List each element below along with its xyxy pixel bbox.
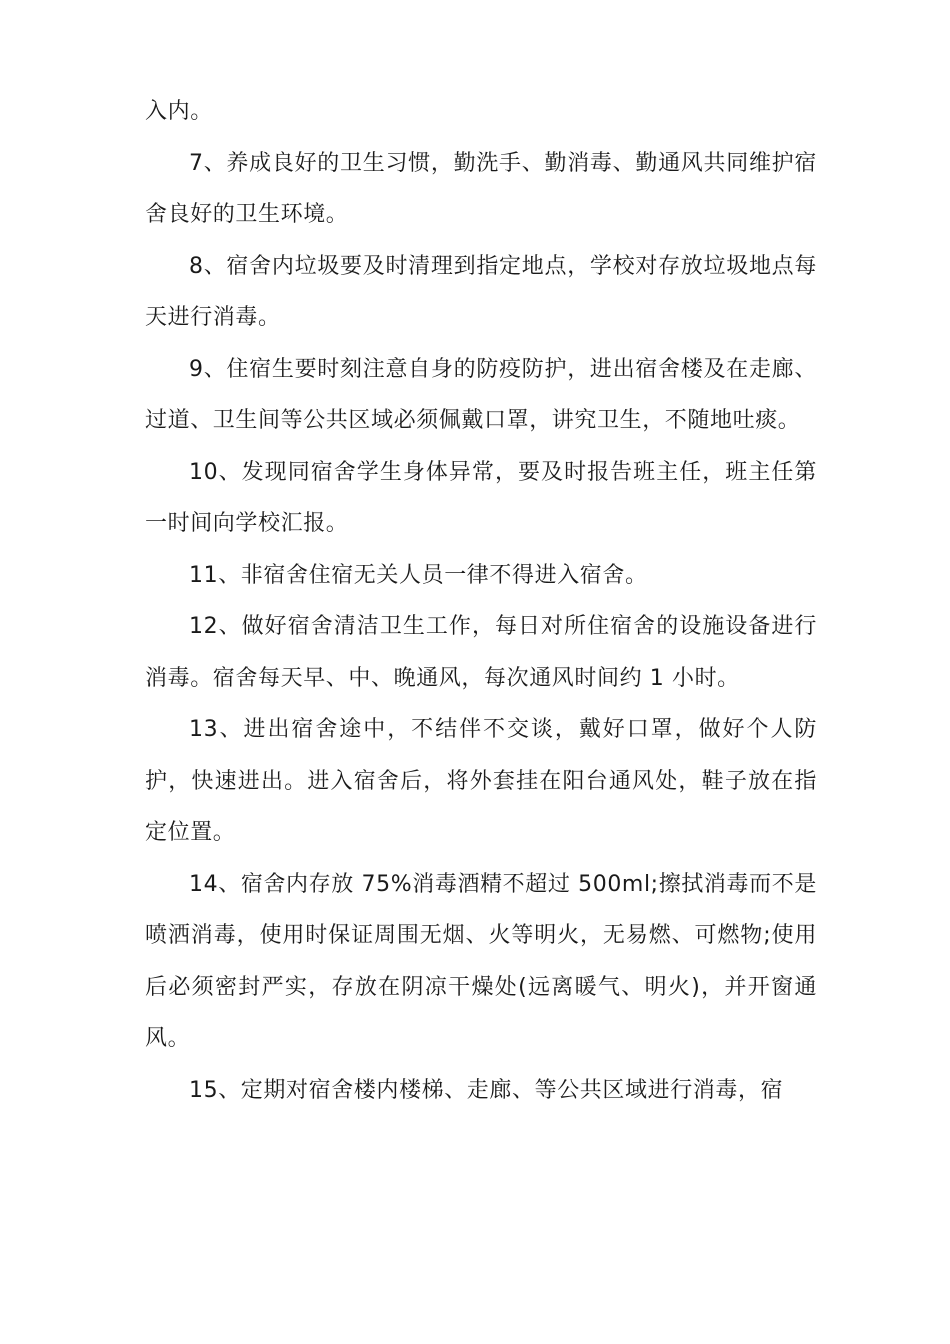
paragraph-item-11: 11、非宿舍住宿无关人员一律不得进入宿舍。 — [189, 562, 648, 588]
paragraph-continuation: 入内。 — [145, 99, 213, 124]
paragraph-item-7: 7、养成良好的卫生习惯，勤洗手、勤消毒、勤通风共同维护宿舍良好的卫生环境。 — [145, 150, 817, 227]
document-page — [145, 86, 817, 1116]
paragraph-item-14: 14、宿舍内存放 75%消毒酒精不超过 500ml;擦拭消毒而不是喷洒消毒，使用时保证周围无烟、火等明火，无易燃、可燃物;使用后必须密封严实，存放在阴凉干燥处(远离暖气、明火)，并开窗通风。 — [145, 871, 817, 1051]
paragraph-item-12: 12、做好宿舍清洁卫生工作，每日对所住宿舍的设施设备进行消毒。宿舍每天早、中、晚通风，每次通风时间约 1 小时。 — [145, 614, 817, 691]
paragraph-item-15: 15、定期对宿舍楼内楼梯、走廊、等公共区域进行消毒，宿 — [189, 1077, 784, 1103]
paragraph-item-9: 9、住宿生要时刻注意自身的防疫防护，进出宿舍楼及在走廊、过道、卫生间等公共区域必须佩戴口罩，讲究卫生，不随地吐痰。 — [145, 356, 817, 433]
paragraph-item-10: 10、发现同宿舍学生身体异常，要及时报告班主任，班主任第一时间向学校汇报。 — [145, 459, 817, 536]
paragraph-item-13: 13、进出宿舍途中，不结伴不交谈，戴好口罩，做好个人防护，快速进出。进入宿舍后，将外套挂在阳台通风处，鞋子放在指定位置。 — [145, 717, 817, 845]
paragraph-item-8: 8、宿舍内垃圾要及时清理到指定地点，学校对存放垃圾地点每天进行消毒。 — [145, 253, 817, 330]
